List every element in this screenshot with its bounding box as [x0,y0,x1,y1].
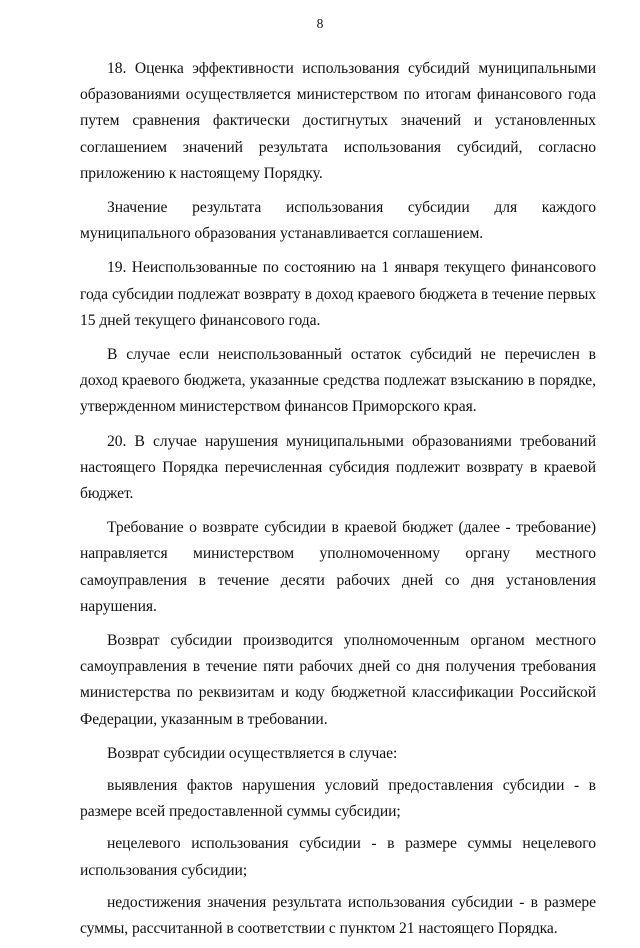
list-item-misuse: нецелевого использования субсидии - в размере суммы нецелевого использования субсидии; [80,835,596,879]
paragraph-20-violation: 20. В случае нарушения муниципальными образованиями требований настоящего Порядка перечисленная субсидия подлежит возврату в краевой бюджет. [80,432,596,503]
document-body [80,56,596,948]
page-number: 8 [316,16,324,31]
paragraph-return-requirement: Требование о возврате субсидии в краевой бюджет (далее - требование) направляется министерством уполномоченному органу местного самоуправления в течение десяти рабочих дней со дня установления нарушения. [80,519,596,615]
paragraph-unused-balance: В случае если неиспользованный остаток субсидий не перечислен в доход краевого бюджета, указанные средства подлежат взысканию в порядке, утвержденном министерством финансов Приморского края. [80,346,596,416]
list-item-violation-detected: выявления фактов нарушения условий предоставления субсидии - в размере всей предоставленной суммы субсидии; [80,777,596,821]
paragraph-19-unused-subsidies: 19. Неиспользованные по состоянию на 1 января текущего финансового года субсидии подлежат возврату в доход краевого бюджета в течение первых 15 дней текущего финансового года. [80,259,596,329]
paragraph-return-procedure: Возврат субсидии производится уполномоченным органом местного самоуправления в течение пяти рабочих дней со дня получения требования министерства по реквизитам и коду бюджетной классификации Российской Федерации, указанным в требовании. [80,632,596,728]
paragraph-result-value: Значение результата использования субсидии для каждого муниципального образования устанавливается соглашением. [80,199,596,243]
paragraph-18-evaluation: 18. Оценка эффективности использования субсидий муниципальными образованиями осуществляется министерством по итогам финансового года путем сравнения фактически достигнутых значений и установленных соглашением значений результата использования субсидий, согласно приложению к настоящему Порядку. [80,60,596,182]
paragraph-return-cases-intro: Возврат субсидии осуществляется в случае: [107,744,398,762]
list-item-result-not-achieved: недостижения значения результата использования субсидии - в размере суммы, рассчитанной в соответствии с пунктом 21 настоящего Порядка. [80,893,596,938]
